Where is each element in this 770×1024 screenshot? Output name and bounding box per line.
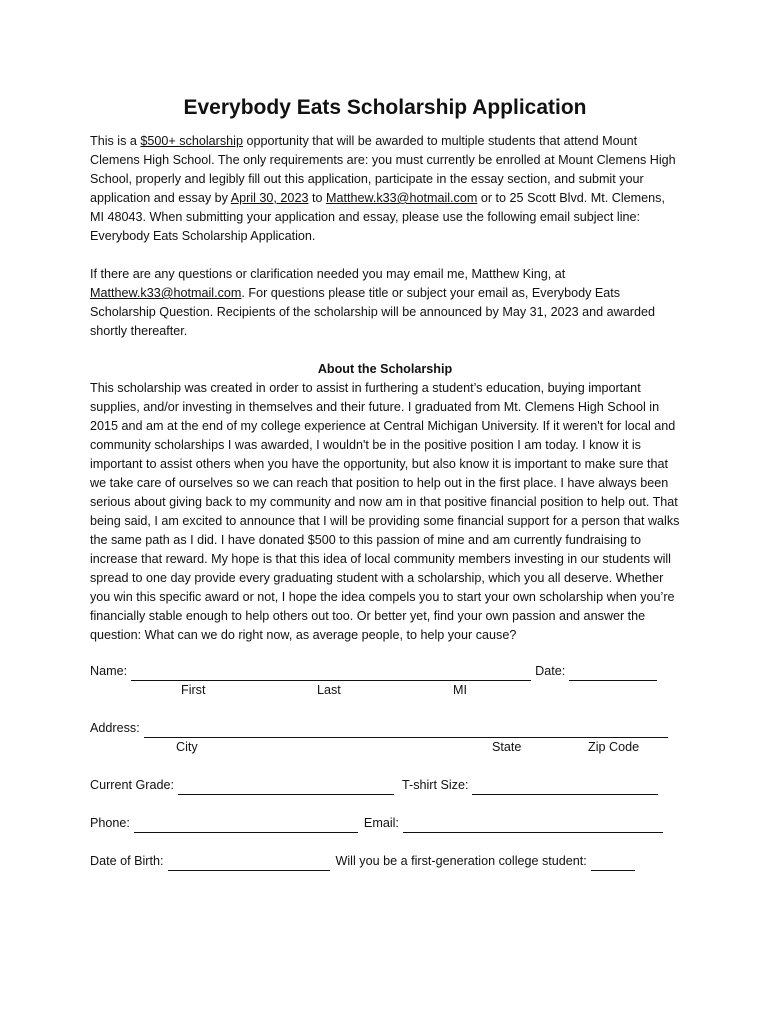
date-label: Date: (535, 664, 566, 678)
last-sublabel: Last (317, 683, 341, 697)
about-body: This scholarship was created in order to assist in furthering a student’s education, buying important supplies, and/or investing in themselves and their future. I graduated from Mt. Clemens High School in 2015 and am at the end of my college experience at Central Michigan University. If it weren't for local and community scholarships I was awarded, I wouldn't be in the positive position I am today. I know it is important to assist others when you have the opportunity, but also know it is important to make sure that we take care of ourselves so we can reach that position to help out in the first place. I have always been serious about giving back to my community and now am in that positive financial position to help out. That being said, I am excited to announce that I will be providing some financial support for a person that walks the same path as I did. I have donated $500 to this passion of mine and am currently fundraising to increase that reward. My hope is that this idea of local community members investing in our students will spread to one day provide every graduating student with a scholarship, which you all deserve. Whether you win this specific award or not, I hope the idea compels you to start your own scholarship when you’re financially stable enough to help others out too. Or better yet, find your own passion and answer the question: What can we do right now, as average people, to help your cause? (90, 381, 680, 642)
name-sublabels (90, 681, 680, 700)
state-sublabel: State (492, 740, 522, 754)
phone-field[interactable] (134, 818, 358, 833)
tshirt-field[interactable] (472, 780, 658, 795)
name-label: Name: (90, 664, 128, 678)
email-link[interactable]: Matthew.k33@hotmail.com (90, 286, 242, 300)
grade-label: Current Grade: (90, 778, 174, 792)
intro-text: or to 25 Scott Blvd. Mt. Clemens, MI 48043. When submitting your application and essay, please use the following email subject line: Everybody Eats Scholarship Application. (90, 191, 665, 243)
firstgen-field[interactable] (591, 856, 635, 871)
name-field[interactable] (131, 666, 531, 681)
grade-row (90, 776, 680, 795)
application-page (90, 96, 680, 871)
dob-label: Date of Birth: (90, 854, 164, 868)
tshirt-label: T-shirt Size: (402, 778, 469, 792)
intro-paragraph-1 (90, 132, 680, 246)
phone-label: Phone: (90, 816, 130, 830)
firstgen-label: Will you be a first-generation college student: (335, 854, 587, 868)
address-field[interactable] (144, 723, 668, 738)
address-sublabels (90, 738, 680, 757)
email-link[interactable]: Matthew.k33@hotmail.com (325, 191, 478, 205)
intro-text: to (308, 191, 326, 205)
intro-text: opportunity that will be awarded to multiple students that attend Mount Clemens High School. The only requirements are: you must currently be enrolled at Mount Clemens High School, properly and legibly fill out this application, participate in the essay section, and submit your application and essay by (90, 134, 676, 205)
first-sublabel: First (181, 683, 206, 697)
about-heading: About the Scholarship (317, 362, 453, 376)
page-title: Everybody Eats Scholarship Application (183, 96, 587, 119)
mi-sublabel: MI (453, 683, 467, 697)
name-row (90, 662, 680, 681)
dob-row (90, 852, 680, 871)
intro-text: . For questions please title or subject your email as, Everybody Eats Scholarship Question. Recipients of the scholarship will be announced by May 31, 2023 and awarded shortly thereafter. (90, 286, 655, 338)
zip-sublabel: Zip Code (588, 740, 640, 754)
address-label: Address: (90, 721, 140, 735)
scholarship-amount: $500+ scholarship (140, 134, 243, 148)
intro-paragraph-2 (90, 265, 680, 341)
email-label: Email: (363, 816, 399, 830)
phone-row (90, 814, 680, 833)
address-row (90, 719, 680, 738)
email-field[interactable] (403, 818, 663, 833)
intro-text: This is a (90, 134, 141, 148)
dob-field[interactable] (168, 856, 330, 871)
date-field[interactable] (569, 666, 657, 681)
intro-text: If there are any questions or clarification needed you may email me, Matthew King, at (90, 267, 566, 281)
city-sublabel: City (176, 740, 198, 754)
grade-field[interactable] (178, 780, 394, 795)
deadline-date: April 30, 2023 (230, 191, 309, 205)
application-form (90, 662, 680, 871)
